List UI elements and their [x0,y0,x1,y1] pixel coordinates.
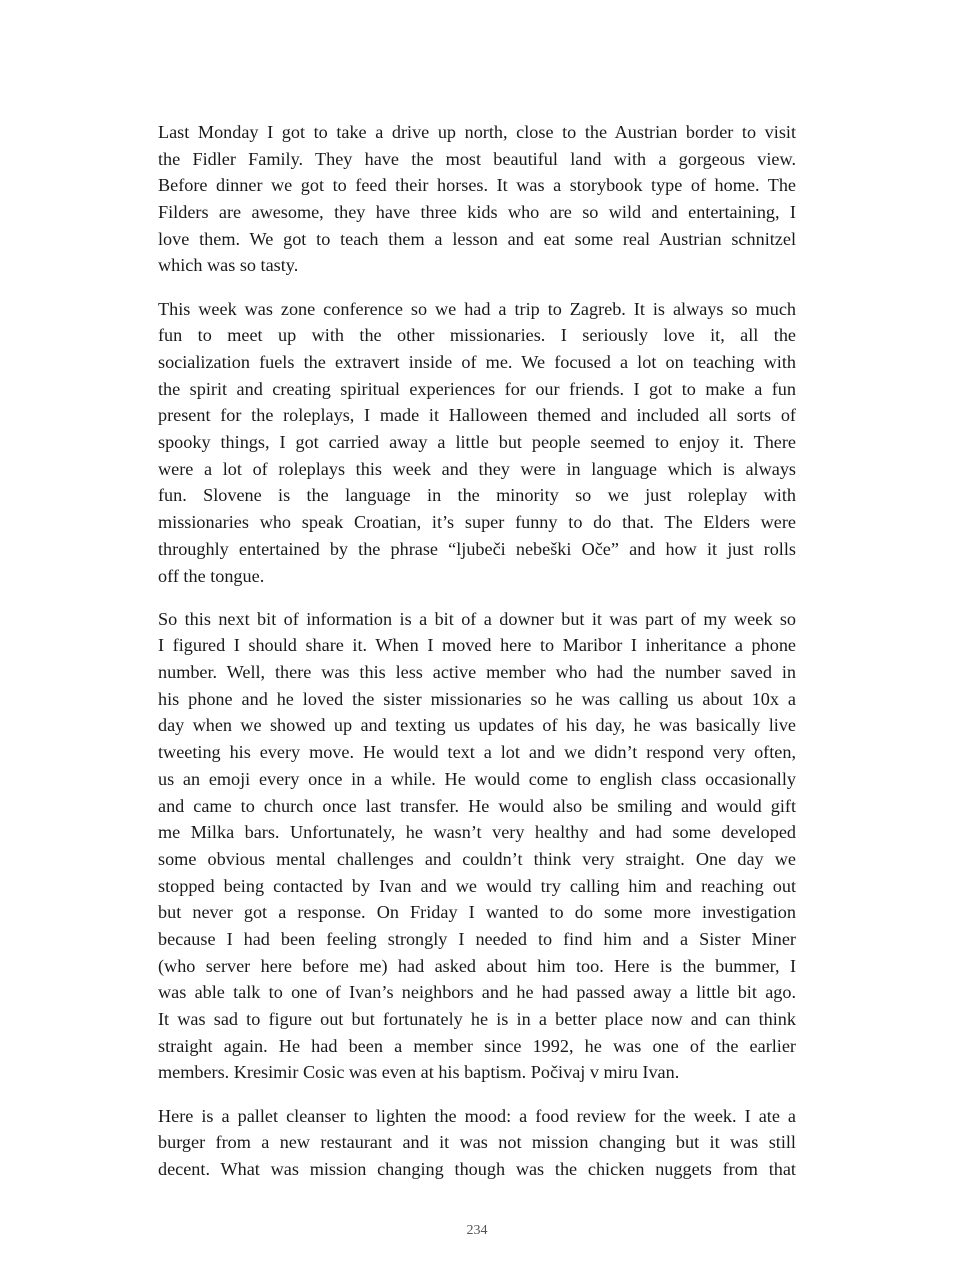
text-line: It was sad to figure out but fortunately he is in a better place now and can think [158,1009,796,1029]
text-line: straight again. He had been a member since 1992, he was one of the earlier [158,1035,796,1056]
page-number: 234 [466,1223,488,1238]
paragraph [158,119,796,279]
text-line: his phone and he loved the sister missionaries so he was calling us about 10x a [158,688,796,709]
text-line: and came to church once last transfer. He would also be smiling and would gift [158,795,796,816]
document-body [158,119,796,1199]
text-line: which was so tasty. [158,255,299,276]
text-line: (who server here before me) had asked about him too. Here is the bummer, I [158,955,796,976]
text-line: number. Well, there was this less active member who had the number saved in [158,662,796,683]
text-line: the spirit and creating spiritual experiences for our friends. I got to make a fun [158,378,796,399]
text-line: socialization fuels the extravert inside of me. We focused a lot on teaching with [158,352,796,372]
text-line: This week was zone conference so we had a trip to Zagreb. It is always so much [158,298,796,319]
text-line: me Milka bars. Unfortunately, he wasn’t very healthy and had some developed [158,822,796,843]
text-line: Here is a pallet cleanser to lighten the mood: a food review for the week. I ate a [158,1105,796,1126]
text-line: because I had been feeling strongly I needed to find him and a Sister Miner [158,928,796,949]
text-line: were a lot of roleplays this week and they were in language which is always [158,458,796,479]
text-line: missionaries who speak Croatian, it’s super funny to do that. The Elders were [158,512,796,533]
text-line: day when we showed up and texting us updates of his day, he was basically live [158,715,796,736]
text-line: was able talk to one of Ivan’s neighbors and he had passed away a little bit ago. [158,982,796,1003]
text-line: us an emoji every once in a while. He would come to english class occasionally [158,768,796,789]
text-line: fun. Slovene is the language in the minority so we just roleplay with [158,485,796,506]
text-line: Last Monday I got to take a drive up north, close to the Austrian border to visit [158,122,796,142]
text-line: some obvious mental challenges and couldn’t think very straight. One day we [158,848,796,869]
paragraph [158,606,796,1086]
text-line: but never got a response. On Friday I wanted to do some more investigation [158,902,796,923]
text-line: I figured I should share it. When I moved here to Maribor I inheritance a phone [158,635,796,656]
text-line: Filders are awesome, they have three kids who are so wild and entertaining, I [158,202,796,223]
text-line: spooky things, I got carried away a little but people seemed to enjoy it. There [158,432,796,453]
text-line: love them. We got to teach them a lesson and eat some real Austrian schnitzel [158,228,796,249]
text-line: burger from a new restaurant and it was not mission changing but it was still [158,1132,796,1153]
text-line: present for the roleplays, I made it Halloween themed and included all sorts of [158,405,796,426]
text-line: So this next bit of information is a bit of a downer but it was part of my week so [158,608,796,629]
text-line: the Fidler Family. They have the most beautiful land with a gorgeous view. [158,148,796,169]
paragraph [158,296,796,590]
text-line: fun to meet up with the other missionaries. I seriously love it, all the [158,325,796,346]
text-line: members. Kresimir Cosic was even at his baptism. Počivaj v miru Ivan. [158,1062,680,1083]
text-line: decent. What was mission changing though was the chicken nuggets from that [158,1158,796,1179]
text-line: off the tongue. [158,565,265,586]
paragraph [158,1103,796,1183]
text-line: throughly entertained by the phrase “ljubeči nebeški Oče” and how it just rolls [158,538,796,559]
text-line: stopped being contacted by Ivan and we would try calling him and reaching out [158,875,796,896]
text-line: tweeting his every move. He would text a lot and we didn’t respond very often, [158,742,796,763]
text-line: Before dinner we got to feed their horses. It was a storybook type of home. The [158,175,796,196]
